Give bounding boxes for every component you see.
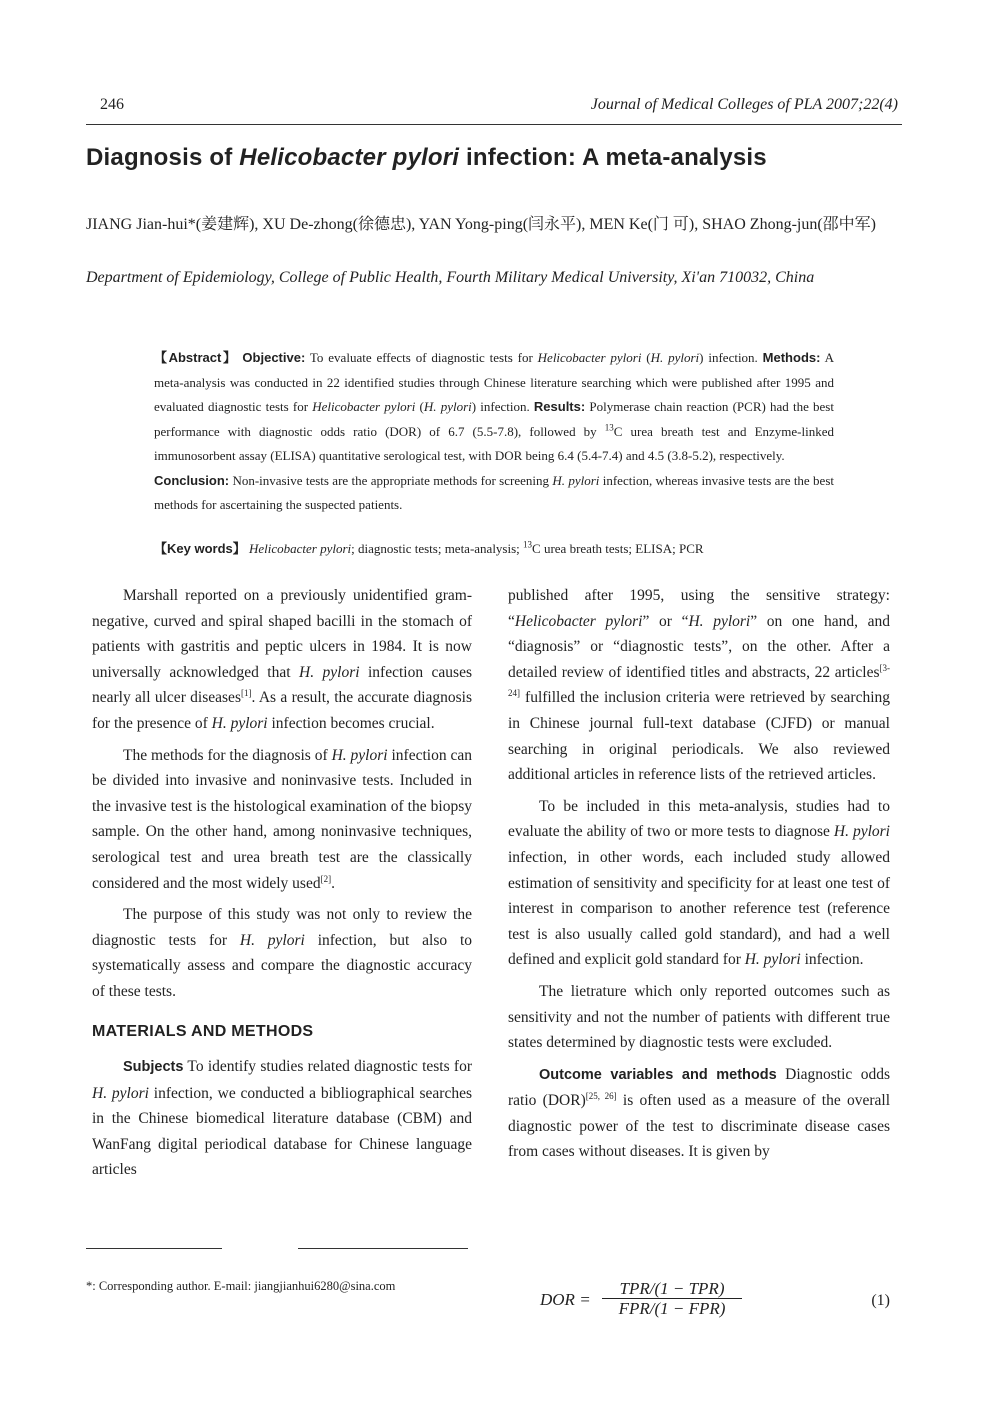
abstract: 【Abstract】 Objective: To evaluate effects of diagnostic tests for Helicobacter pylori (H. pylori) infection. Methods: A meta-analysis was conducted in 22 identified studies through Chinese literature searching which were published after 1995 and evaluated diagnostic tests for Helicobacter pylori (H. pylori) infection. Results: Polymerase chain reaction (PCR) had the best performance with diagnostic odds ratio (DOR) of 6.7 (5.5-7.8), followed by $^{13}$C urea breath test and Enzyme-linked immunosorbent assay (ELISA) quantitative serological test, with DOR being 6.4 (5.4-7.4) and 4.5 (3.8-5.2), respectively. Conclusion: Non-invasive tests are the appropriate methods for screening H. pylori infection, whereas invasive tests are the best methods for ascertaining the suspected patients. <box>154 350 834 512</box>
equation-dor <box>540 1280 890 1320</box>
methods-label: Methods: <box>762 350 821 365</box>
equation-denominator: FPR/(1 − FPR) <box>618 1299 726 1318</box>
left-column <box>92 583 472 1183</box>
equation-fraction <box>602 1280 742 1319</box>
footnote-rule <box>298 1248 468 1249</box>
page-number: 246 <box>100 96 124 113</box>
paragraph-intro-2: The methods for the diagnosis of H. pylori infection can be divided into invasive and noninvasive tests. Included in the invasive test is the histological examination of the biopsy sample. On the other hand, among noninvasive techniques, serological test and urea breath test are the classically considered and the most widely used[2]. <box>92 746 472 892</box>
affiliation: Department of Epidemiology, College of Public Health, Fourth Military Medical University, Xi'an 710032, China <box>86 269 815 286</box>
paragraph-exclusion: The lietrature which only reported outcomes such as sensitivity and not the number of patients with different true states determined by diagnostic tests were excluded. <box>508 982 890 1052</box>
paragraph-intro-1: Marshall reported on a previously unidentified gram-negative, curved and spiral shaped bacilli in the stomach of patients with gastritis and peptic ulcers in 1984. It is now universally acknowledged that H. pylori infection causes nearly all ulcer diseases[1]. As a result, the accurate diagnosis for the presence of H. pylori infection becomes crucial. <box>92 587 472 732</box>
abstract-label: 【Abstract】 <box>154 350 238 365</box>
paragraph-search-cont: published after 1995, using the sensitive strategy: “Helicobacter pylori” or “H. pylori” on one hand, and “diagnosis” or “diagnostic tests”, on the other. After a detailed review of identified titles and abstracts, 22 articles[3-24] fulfilled the inclusion criteria were retrieved by searching in Chinese journal full-text database (CJFD) or manual searching in original periodicals. We also reviewed additional articles in reference lists of the retrieved articles. <box>508 587 890 784</box>
paragraph-subjects: Subjects To identify studies related diagnostic tests for H. pylori infection, we conducted a bibliographical searches in the Chinese biomedical literature database (CBM) and WanFang digital periodical database for Chinese language articles <box>92 1058 472 1179</box>
equation-number: (1) <box>871 1292 890 1309</box>
paragraph-outcome: Outcome variables and methods Diagnostic odds ratio (DOR)[25, 26] is often used as a measure of the overall diagnostic power of the test to discriminate disease cases from cases without diseases. It is given by <box>508 1065 891 1161</box>
footnote-corresponding: *: Corresponding author. E-mail: jiangjianhui6280@sina.com <box>86 1279 396 1293</box>
running-head: Journal of Medical Colleges of PLA 2007;22(4) <box>590 96 898 113</box>
paper-title: Diagnosis of Helicobacter pylori infection: A meta-analysis <box>86 144 767 171</box>
objective-label: Objective: <box>242 350 306 365</box>
header-rule <box>86 124 902 125</box>
paragraph-intro-3: The purpose of this study was not only to review the diagnostic tests for H. pylori infection, but also to systematically assess and compare the diagnostic accuracy of these tests. <box>92 906 473 1000</box>
right-column <box>508 583 890 1165</box>
keywords-label: 【Key words】 <box>154 541 246 556</box>
conclusion-label: Conclusion: <box>154 472 230 488</box>
equation-numerator: TPR/(1 − TPR) <box>602 1280 742 1299</box>
equation-lhs: DOR = <box>540 1290 591 1309</box>
keywords: 【Key words】 Helicobacter pylori; diagnostic tests; meta-analysis; $^{13}$C urea breath tests; ELISA; PCR <box>154 539 704 556</box>
paragraph-inclusion: To be included in this meta-analysis, studies had to evaluate the ability of two or more tests to diagnose H. pylori infection, in other words, each included study allowed estimation of sensitivity and specificity for at least one test of interest in comparison to another reference test (reference test is also usually called gold standard), and had a well defined and explicit gold standard for H. pylori infection. <box>508 797 890 969</box>
results-label: Results: <box>533 399 586 414</box>
subjects-label: Subjects <box>123 1059 184 1076</box>
section-heading-methods: MATERIALS AND METHODS <box>92 1022 314 1040</box>
footnote-rule <box>86 1248 222 1249</box>
author-list: JIANG Jian-hui*(姜建辉), XU De-zhong(徐德忠), YAN Yong-ping(闫永平), MEN Ke(门 可), SHAO Zhong-jun(邵中军) <box>86 216 876 233</box>
outcome-label: Outcome variables and methods <box>539 1066 777 1083</box>
